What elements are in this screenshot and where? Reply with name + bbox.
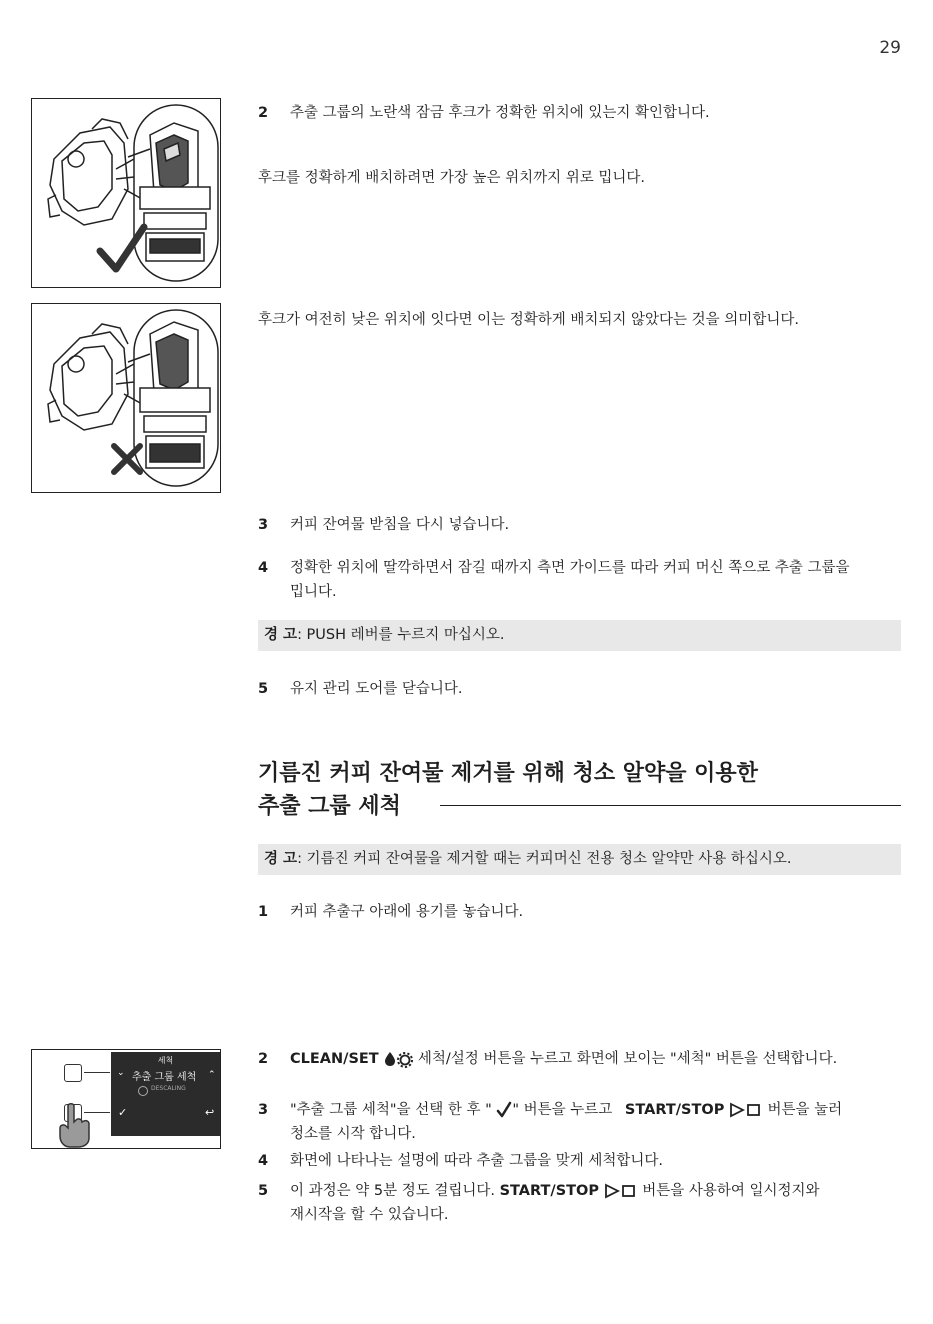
section-title-line2: 추출 그룹 세척	[258, 794, 401, 819]
panel-button-top	[64, 1064, 82, 1082]
step-text: 커피 잔여물 받침을 다시 넣습니다.	[290, 517, 510, 533]
page-number: 29	[879, 38, 901, 58]
step-text: 유지 관리 도어를 닫습니다.	[290, 681, 463, 697]
step-number: 5	[258, 681, 269, 697]
section-divider	[440, 805, 901, 806]
display-chevron-down-icon: ⌄	[117, 1068, 125, 1078]
play-stop-icon	[604, 1183, 638, 1199]
section-title-line1: 기름진 커피 잔여물 제거를 위해 청소 알약을 이용한	[258, 761, 758, 786]
step-number: 5	[258, 1183, 269, 1199]
step-text-line2: 재시작을 할 수 있습니다.	[290, 1207, 449, 1223]
step-text-line1: 정확한 위치에 딸깍하면서 잠길 때까지 측면 가이드를 따라 커피 머신 쪽으로 추출 그룹을	[290, 560, 850, 576]
checkmark-icon	[496, 1101, 512, 1119]
step-text-mid: " 버튼을 누르고	[512, 1102, 613, 1118]
step-text: 세척/설정 버튼을 누르고 화면에 보이는 "세척" 버튼을 선택합니다.	[417, 1051, 838, 1067]
warning-text: : 기름진 커피 잔여물을 제거할 때는 커피머신 전용 청소 알약만 사용 하십시오.	[297, 851, 792, 867]
hook-wrong-note: 후크가 여전히 낮은 위치에 잇다면 이는 정확하게 배치되지 않았다는 것을 의미합니다.	[258, 312, 799, 328]
drop-gear-icon	[383, 1050, 413, 1068]
clean-step-3	[258, 1098, 842, 1146]
step-number: 4	[258, 560, 269, 576]
step-4	[258, 556, 850, 604]
step-text-line2: 청소를 시작 합니다.	[290, 1126, 416, 1142]
clean-step-4	[258, 1149, 663, 1173]
step-text-pre: 이 과정은 약 5분 정도 걸립니다.	[290, 1183, 495, 1199]
step-text-post: 버튼을 사용하여 일시정지와	[642, 1183, 820, 1199]
clean-step-2	[258, 1047, 837, 1071]
step-number: 2	[258, 1051, 269, 1067]
warning-box-push-lever	[258, 620, 901, 651]
display-confirm-icon: ✓	[118, 1106, 128, 1119]
section-title	[258, 757, 758, 823]
check-mark-icon	[100, 227, 144, 269]
display-descale-icon	[138, 1086, 148, 1096]
warning-text: : PUSH 레버를 누르지 마십시오.	[297, 627, 505, 643]
step-number: 3	[258, 1102, 269, 1118]
step-number: 1	[258, 904, 269, 920]
hook-wrong-illustration	[31, 303, 221, 493]
step-3	[258, 513, 509, 537]
pointing-hand-icon	[54, 1102, 94, 1148]
step-text-pre: "추출 그룹 세척"을 선택 한 후 "	[290, 1102, 492, 1118]
clean-set-label: CLEAN/SET	[290, 1051, 379, 1067]
brew-unit-correct-drawing	[32, 99, 220, 287]
warning-label: 경 고	[264, 851, 298, 867]
hook-correct-note: 후크를 정확하게 배치하려면 가장 높은 위치까지 위로 밉니다.	[258, 170, 646, 186]
step-text-line2: 밉니다.	[290, 584, 337, 600]
step-5	[258, 677, 463, 701]
clean-step-1	[258, 900, 523, 924]
step-number: 4	[258, 1153, 269, 1169]
step-number: 2	[258, 105, 269, 121]
clean-step-5	[258, 1179, 820, 1227]
step-check-hook	[258, 101, 710, 125]
display-item: 추출 그룹 세척	[132, 1072, 197, 1083]
play-stop-icon	[729, 1102, 763, 1118]
display-header: 세척	[157, 1056, 174, 1065]
display-chevron-up-icon: ⌃	[208, 1070, 216, 1080]
display-return-icon: ↩	[205, 1106, 215, 1119]
step-text: 화면에 나타나는 설명에 따라 추출 그룹을 맞게 세척합니다.	[290, 1153, 664, 1169]
display-sub: DESCALING	[151, 1085, 186, 1092]
control-panel-illustration	[31, 1049, 221, 1149]
start-stop-label: START/STOP	[624, 1102, 725, 1118]
brew-unit-wrong-drawing	[32, 304, 220, 492]
step-text: 커피 추출구 아래에 용기를 놓습니다.	[290, 904, 524, 920]
start-stop-label: START/STOP	[499, 1183, 599, 1199]
step-text-post: 버튼을 눌러	[767, 1102, 843, 1118]
display-screen	[111, 1052, 220, 1136]
panel-line-top	[84, 1072, 110, 1073]
hook-correct-illustration	[31, 98, 221, 288]
warning-label: 경 고	[264, 627, 298, 643]
step-number: 3	[258, 517, 269, 533]
warning-box-tablets	[258, 844, 901, 875]
step-text: 추출 그룹의 노란색 잠금 후크가 정확한 위치에 있는지 확인합니다.	[290, 105, 710, 121]
